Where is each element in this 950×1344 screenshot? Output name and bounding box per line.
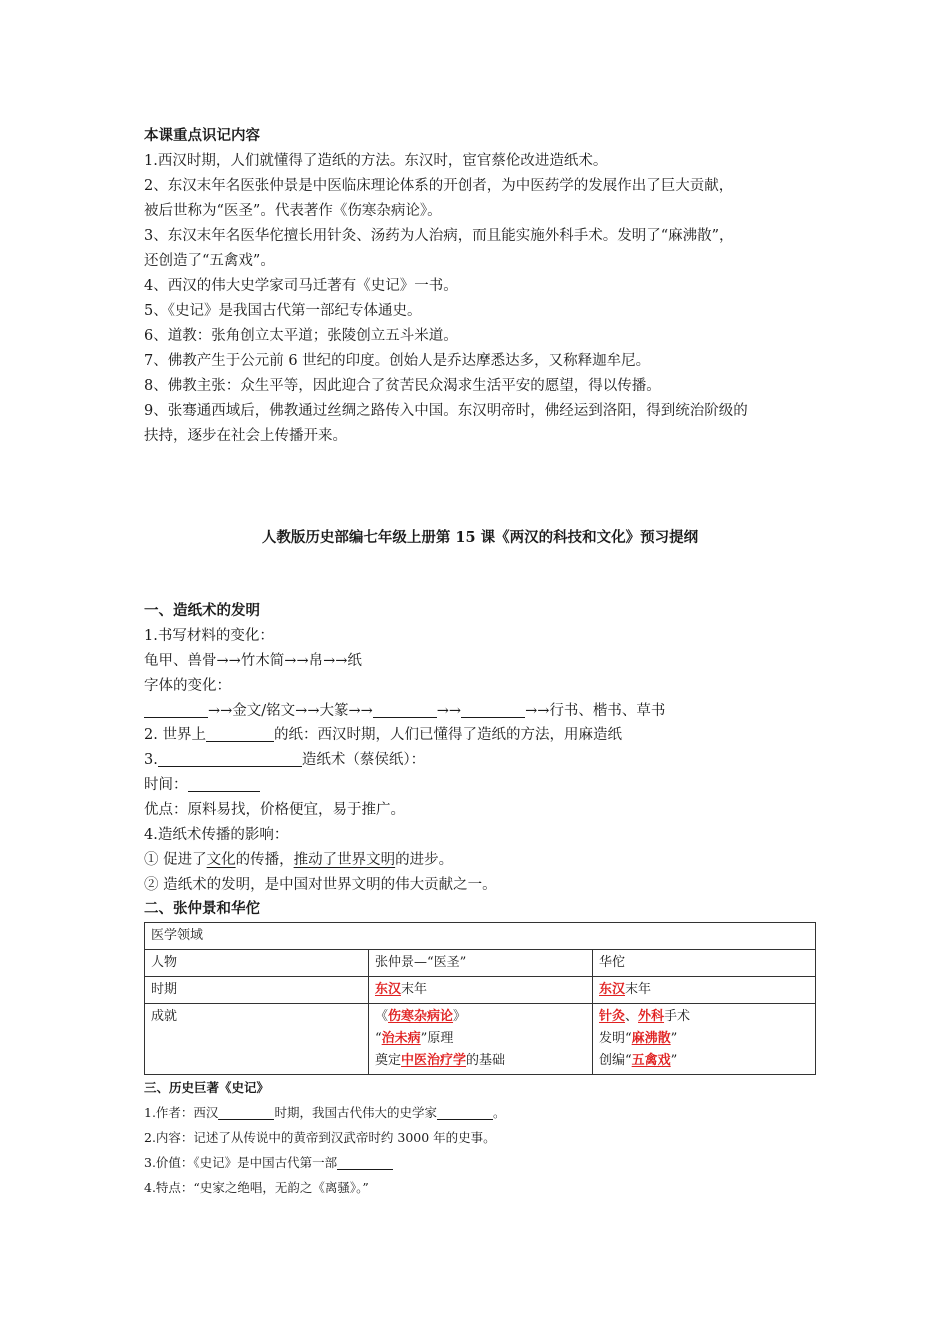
section2-heading: 二、张仲景和华佗 xyxy=(144,900,260,917)
keypoint-line: 被后世称为“医圣”。代表著作《伤寒杂病论》。 xyxy=(144,203,442,219)
text-span: ” xyxy=(670,1031,678,1046)
text-span: →→行书、楷书、草书 xyxy=(525,703,666,719)
fill-blank[interactable] xyxy=(218,1103,274,1120)
text-span: 》 xyxy=(453,1009,467,1024)
keypoint-line: 8、佛教主张：众生平等，因此迎合了贫苦民众渴求生活平安的愿望，得以传播。 xyxy=(144,378,661,394)
text-span: 的传播， xyxy=(235,852,294,868)
cell-line xyxy=(599,1006,809,1028)
answer-text: 东汉 xyxy=(375,982,402,997)
answer-text: 东汉 xyxy=(599,982,626,997)
text-span: 奠定 xyxy=(375,1053,402,1068)
text-span: 发明“ xyxy=(599,1031,632,1046)
fill-blank[interactable] xyxy=(437,1103,493,1120)
table-cell xyxy=(369,977,593,1004)
cell-line xyxy=(375,1028,586,1050)
text-span: 造纸术（蔡侯纸）： xyxy=(301,752,426,768)
table-cell xyxy=(593,977,816,1004)
table-cell: 华佗 xyxy=(593,950,816,977)
text-span: ① 促进了 xyxy=(144,852,207,868)
section1-line: 4.造纸术传播的影响： xyxy=(144,827,289,843)
section1-line: 龟甲、兽骨→→竹木简→→帛→→纸 xyxy=(144,653,362,669)
text-span: →→金文/铭文→→大篆→→ xyxy=(208,703,373,719)
cell-line xyxy=(599,1028,809,1050)
text-span: ” xyxy=(670,1053,678,1068)
table-cell: 张仲景—“医圣” xyxy=(369,950,593,977)
text-span: 、 xyxy=(625,1009,639,1024)
table-caption: 医学领域 xyxy=(145,923,816,950)
answer-text: 伤寒杂病论 xyxy=(388,1009,454,1024)
section1-line: 字体的变化： xyxy=(144,678,231,694)
section1-line xyxy=(144,848,453,872)
answer-text: 外科 xyxy=(638,1009,665,1024)
document-title: 人教版历史部编七年级上册第 15 课《两汉的科技和文化》预习提纲 xyxy=(261,529,699,546)
fill-blank[interactable] xyxy=(373,701,437,718)
fill-blank[interactable] xyxy=(158,750,302,767)
text-span: 末年 xyxy=(625,982,652,997)
table-cell: 时期 xyxy=(145,977,369,1004)
text-span: 手术 xyxy=(664,1009,691,1024)
text-span: 时期，我国古代伟大的史学家 xyxy=(274,1105,437,1120)
answer-text: 五禽戏 xyxy=(631,1053,671,1068)
answer-text: 治未病 xyxy=(381,1031,421,1046)
answer-text: 中医治疗学 xyxy=(401,1053,467,1068)
keypoint-line: 扶持，逐步在社会上传播开来。 xyxy=(144,428,347,444)
text-span: 3. xyxy=(144,752,158,768)
keypoint-line: 还创造了“五禽戏”。 xyxy=(144,253,275,269)
cell-line xyxy=(599,1050,809,1072)
keypoint-line: 5、《史记》是我国古代第一部纪专体通史。 xyxy=(144,303,422,319)
fill-blank[interactable] xyxy=(461,701,525,718)
fill-blank[interactable] xyxy=(206,725,274,742)
fill-blank[interactable] xyxy=(188,775,260,792)
keypoints-heading: 本课重点识记内容 xyxy=(144,127,260,144)
keypoint-line: 6、道教：张角创立太平道；张陵创立五斗米道。 xyxy=(144,328,458,344)
section1-line xyxy=(144,723,622,747)
table-cell xyxy=(593,1004,816,1075)
text-span: 的纸：西汉时期，人们已懂得了造纸的方法，用麻造纸 xyxy=(273,727,622,743)
text-span: 。 xyxy=(492,1105,506,1120)
text-span: 2. 世界上 xyxy=(144,727,206,743)
table-row xyxy=(145,923,816,950)
table-row xyxy=(145,950,816,977)
underlined-text: 文化 xyxy=(206,852,236,868)
section1-line: 优点：原料易找，价格便宜，易于推广。 xyxy=(144,802,405,818)
section1-line: ② 造纸术的发明，是中国对世界文明的伟大贡献之一。 xyxy=(144,877,497,893)
section1-heading: 一、造纸术的发明 xyxy=(144,602,260,619)
keypoint-line: 3、东汉末年名医华佗擅长用针灸、汤药为人治病，而且能实施外科手术。发明了“麻沸散”， xyxy=(144,228,734,244)
table-cell: 人物 xyxy=(145,950,369,977)
section3-line: 2.内容：记述了从传说中的黄帝到汉武帝时约 3000 年的史事。 xyxy=(144,1130,496,1145)
text-span: ”原理 xyxy=(420,1031,454,1046)
medicine-table xyxy=(144,922,816,1075)
underlined-text: 推动了世界文明 xyxy=(293,852,396,868)
section1-line xyxy=(144,748,425,772)
cell-line xyxy=(375,1006,586,1028)
section1-line xyxy=(144,773,260,797)
section1-line xyxy=(144,699,665,723)
table-cell: 成就 xyxy=(145,1004,369,1075)
text-span: 的进步。 xyxy=(395,852,454,868)
section1-line: 1.书写材料的变化： xyxy=(144,628,274,644)
section3-line: 4.特点：“史家之绝唱，无韵之《离骚》。” xyxy=(144,1180,369,1195)
cell-line xyxy=(375,1050,586,1072)
text-span: 《 xyxy=(375,1009,389,1024)
answer-text: 针灸 xyxy=(599,1009,626,1024)
fill-blank[interactable] xyxy=(337,1153,393,1170)
keypoint-line: 9、张骞通西域后，佛教通过丝绸之路传入中国。东汉明帝时，佛经运到洛阳，得到统治阶级的 xyxy=(144,403,748,419)
keypoint-line: 2、东汉末年名医张仲景是中医临床理论体系的开创者，为中医药学的发展作出了巨大贡献， xyxy=(144,178,734,194)
text-span: 创编“ xyxy=(599,1053,632,1068)
text-span: 末年 xyxy=(401,982,428,997)
answer-text: 麻沸散 xyxy=(631,1031,671,1046)
section3-line xyxy=(144,1101,505,1125)
text-span: →→ xyxy=(436,703,462,719)
text-span: “ xyxy=(375,1031,382,1046)
table-row xyxy=(145,1004,816,1075)
text-span: 的基础 xyxy=(466,1053,506,1068)
keypoint-line: 4、西汉的伟大史学家司马迁著有《史记》一书。 xyxy=(144,278,458,294)
fill-blank[interactable] xyxy=(144,701,208,718)
text-span: 1.作者：西汉 xyxy=(144,1105,219,1120)
text-span: 时间： xyxy=(144,777,188,793)
keypoint-line: 1.西汉时期，人们就懂得了造纸的方法。东汉时，宦官蔡伦改进造纸术。 xyxy=(144,153,608,169)
text-span: 3.价值：《史记》是中国古代第一部 xyxy=(144,1155,338,1170)
section3-line xyxy=(144,1151,393,1175)
keypoint-line: 7、佛教产生于公元前 6 世纪的印度。创始人是乔达摩悉达多，又称释迦牟尼。 xyxy=(144,353,651,369)
table-cell xyxy=(369,1004,593,1075)
section3-heading: 三、历史巨著《史记》 xyxy=(144,1080,270,1095)
table-row xyxy=(145,977,816,1004)
